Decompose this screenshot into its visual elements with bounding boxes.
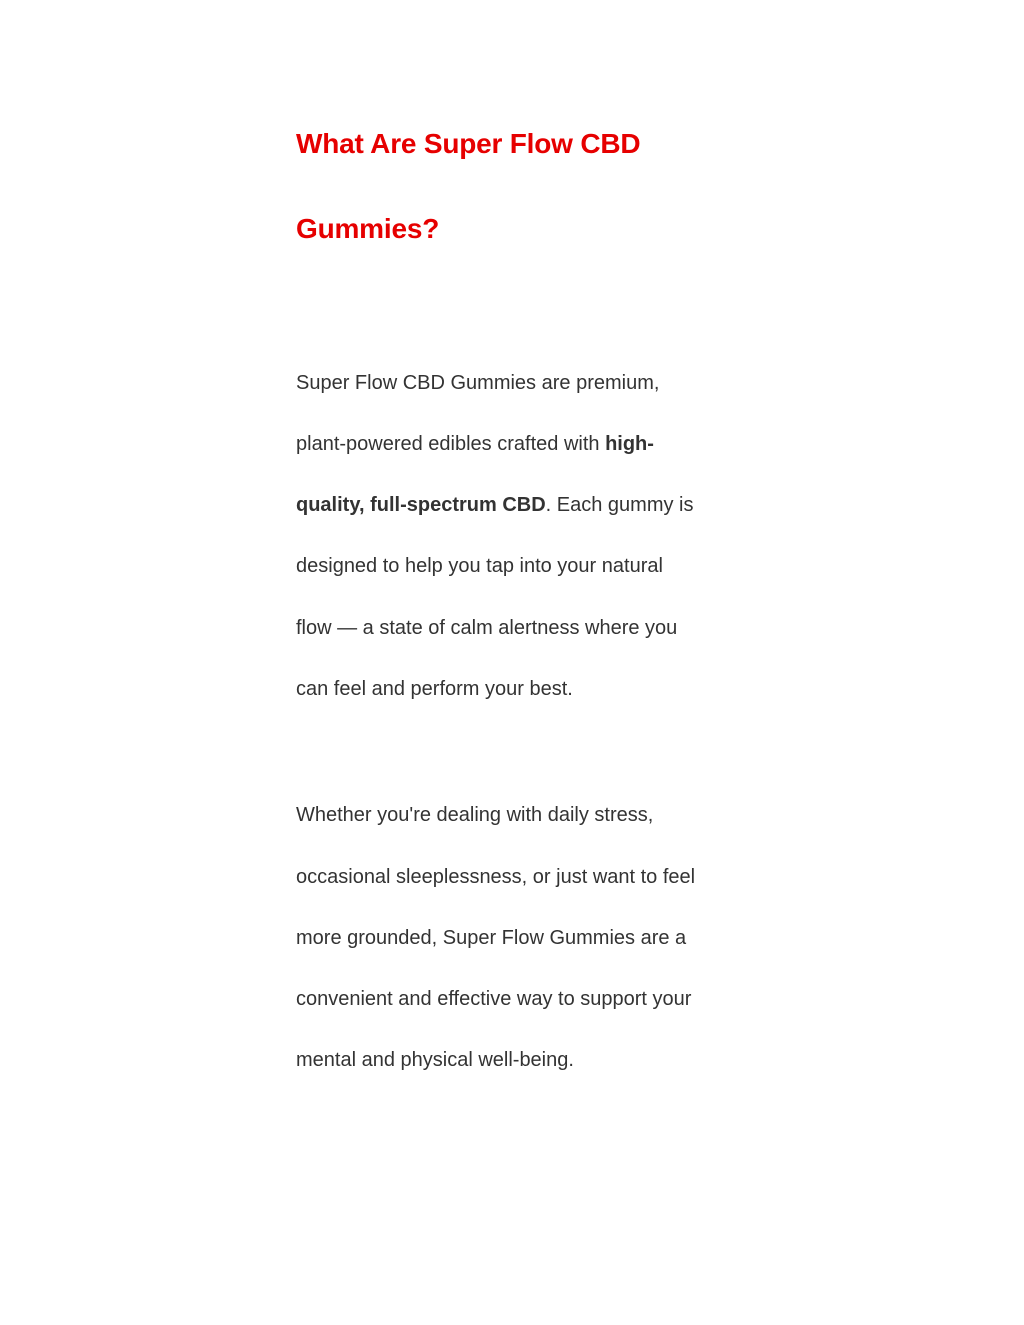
- paragraph-benefits-line-2: occasional sleeplessness, or just want to feel: [296, 866, 696, 888]
- paragraph-benefits-line-5: mental and physical well-being.: [296, 1049, 574, 1071]
- paragraph-benefits-line-4: convenient and effective way to support your: [296, 988, 692, 1010]
- paragraph-intro-line-2-text: plant-powered edibles crafted with: [296, 433, 606, 455]
- paragraph-intro-line-3: [296, 492, 693, 518]
- paragraph-intro-line-5: flow — a state of calm alertness where you: [296, 617, 678, 639]
- paragraph-intro-line-4: designed to help you tap into your natural: [296, 555, 663, 577]
- article-heading-line-1: What Are Super Flow CBD: [296, 128, 641, 159]
- paragraph-intro-line-1: Super Flow CBD Gummies are premium,: [296, 372, 660, 394]
- paragraph-intro-line-3-text: . Each gummy is: [545, 494, 694, 516]
- paragraph-benefits-line-3: more grounded, Super Flow Gummies are a: [296, 927, 687, 949]
- paragraph-benefits-line-1: Whether you're dealing with daily stress,: [296, 804, 654, 826]
- highlight-text: high-: [605, 433, 654, 455]
- article-heading-line-2: Gummies?: [296, 213, 440, 244]
- paragraph-intro-line-6: can feel and perform your best.: [296, 678, 573, 700]
- paragraph-intro-line-2: [296, 431, 654, 457]
- highlight-text: quality, full-spectrum CBD: [296, 494, 546, 516]
